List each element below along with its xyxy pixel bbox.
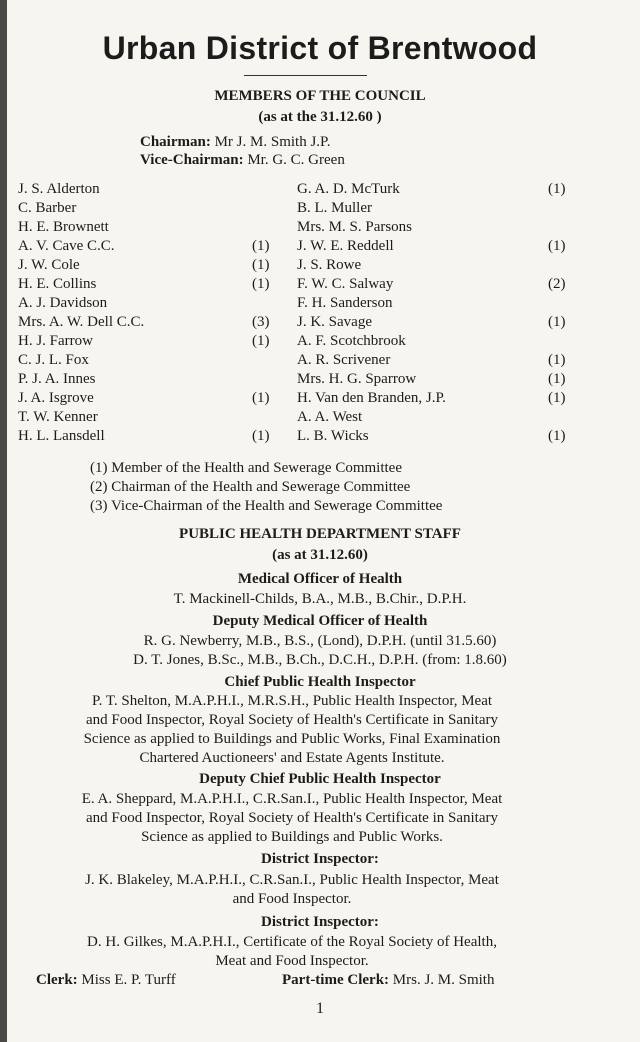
page-edge (0, 0, 7, 1042)
cphi-line: Science as applied to Buildings and Public Works, Final Examination (83, 731, 501, 747)
council-member-left: A. J. Davidson (18, 295, 108, 311)
deputy-moh-heading: Deputy Medical Officer of Health (212, 613, 428, 629)
council-member-right: F. H. Sanderson (297, 295, 393, 311)
council-member-left: P. J. A. Innes (18, 371, 96, 387)
council-member-right: H. Van den Branden, J.P. (297, 390, 446, 406)
vice-chairman-label: Vice-Chairman: (140, 152, 244, 168)
cphi-line: P. T. Shelton, M.A.P.H.I., M.R.S.H., Public Health Inspector, Meat (91, 693, 493, 709)
council-member-right: J. K. Savage (297, 314, 372, 330)
part-time-clerk-line (282, 972, 494, 989)
committee-note: (1) (548, 238, 566, 254)
council-member-right: J. W. E. Reddell (297, 238, 394, 254)
di2-line: D. H. Gilkes, M.A.P.H.I., Certificate of the Royal Society of Health, (87, 934, 497, 950)
committee-note: (1) (252, 238, 270, 254)
title-rule (244, 75, 367, 76)
deputy-moh-line-2: D. T. Jones, B.Sc., M.B., B.Ch., D.C.H., D.P.H. (from: 1.8.60) (133, 652, 507, 668)
committee-note: (1) (252, 390, 270, 406)
council-member-right: A. R. Scrivener (297, 352, 391, 368)
chairman-line (140, 134, 330, 151)
district-inspector-2-text (8, 933, 576, 971)
footnote-3: (3) Vice-Chairman of the Health and Sewerage Committee (90, 498, 443, 514)
committee-note: (1) (252, 428, 270, 444)
committee-note: (1) (548, 390, 566, 406)
committee-note: (1) (548, 371, 566, 387)
district-inspector-1-heading: District Inspector: (261, 851, 379, 867)
dcphi-line: Science as applied to Buildings and Public Works. (141, 829, 443, 845)
clerk-name: Miss E. P. Turff (81, 972, 176, 988)
council-member-left: Mrs. A. W. Dell C.C. (18, 314, 145, 330)
clerk-label: Clerk: (36, 972, 78, 988)
council-member-left: H. L. Lansdell (18, 428, 105, 444)
council-member-left: T. W. Kenner (18, 409, 98, 425)
committee-note: (1) (548, 352, 566, 368)
footnote-2: (2) Chairman of the Health and Sewerage Committee (90, 479, 411, 495)
council-member-right: A. F. Scotchbrook (297, 333, 406, 349)
staff-heading: PUBLIC HEALTH DEPARTMENT STAFF (179, 526, 461, 542)
dcphi-line: E. A. Sheppard, M.A.P.H.I., C.R.San.I., Public Health Inspector, Meat (81, 791, 503, 807)
council-member-left: J. S. Alderton (18, 181, 100, 197)
clerk-line (36, 972, 176, 989)
page-number: 1 (316, 1000, 324, 1017)
council-member-right: G. A. D. McTurk (297, 181, 400, 197)
staff-date: (as at 31.12.60) (272, 547, 368, 563)
district-inspector-1-text (8, 871, 576, 909)
committee-note: (1) (252, 257, 270, 273)
committee-note: (3) (252, 314, 270, 330)
committee-note: (1) (548, 181, 566, 197)
vice-chairman-name: Mr. G. C. Green (247, 152, 345, 168)
cphi-line: Chartered Auctioneers' and Estate Agents Institute. (139, 750, 445, 766)
committee-note: (1) (252, 333, 270, 349)
di1-line: and Food Inspector. (232, 891, 352, 907)
council-member-right: Mrs. M. S. Parsons (297, 219, 413, 235)
council-member-right: A. A. West (297, 409, 363, 425)
committee-note: (1) (252, 276, 270, 292)
council-member-right: B. L. Muller (297, 200, 372, 216)
committee-note: (1) (548, 428, 566, 444)
council-member-left: J. A. Isgrove (18, 390, 94, 406)
members-heading: MEMBERS OF THE COUNCIL (214, 88, 426, 104)
council-member-left: H. E. Collins (18, 276, 97, 292)
council-member-left: J. W. Cole (18, 257, 80, 273)
chairman-name: Mr J. M. Smith J.P. (214, 134, 331, 150)
cphi-text (8, 692, 576, 768)
council-member-left: A. V. Cave C.C. (18, 238, 115, 254)
members-date: (as at the 31.12.60 ) (258, 109, 382, 125)
council-member-right: J. S. Rowe (297, 257, 362, 273)
cphi-line: and Food Inspector, Royal Society of Health's Certificate in Sanitary (85, 712, 498, 728)
council-member-left: C. Barber (18, 200, 77, 216)
part-time-clerk-label: Part-time Clerk: (282, 972, 390, 988)
council-member-right: F. W. C. Salway (297, 276, 394, 292)
council-member-left: C. J. L. Fox (18, 352, 89, 368)
council-member-right: L. B. Wicks (297, 428, 369, 444)
di1-line: J. K. Blakeley, M.A.P.H.I., C.R.San.I., Public Health Inspector, Meat (85, 872, 499, 888)
cphi-heading: Chief Public Health Inspector (224, 674, 416, 690)
committee-note: (2) (548, 276, 566, 292)
vice-chairman-line (140, 152, 345, 169)
part-time-clerk-name: Mrs. J. M. Smith (392, 972, 495, 988)
council-member-left: H. E. Brownett (18, 219, 109, 235)
moh-name: T. Mackinell-Childs, B.A., M.B., B.Chir., D.P.H. (173, 591, 467, 607)
dcphi-text (8, 790, 576, 847)
page-title: Urban District of Brentwood (102, 30, 538, 66)
di2-line: Meat and Food Inspector. (215, 953, 369, 969)
moh-heading: Medical Officer of Health (237, 571, 403, 587)
chairman-label: Chairman: (140, 134, 211, 150)
council-member-left: H. J. Farrow (18, 333, 93, 349)
dcphi-line: and Food Inspector, Royal Society of Health's Certificate in Sanitary (85, 810, 498, 826)
district-inspector-2-heading: District Inspector: (261, 914, 379, 930)
dcphi-heading: Deputy Chief Public Health Inspector (199, 771, 441, 787)
deputy-moh-line-1: R. G. Newberry, M.B., B.S., (Lond), D.P.H. (until 31.5.60) (143, 633, 497, 649)
council-member-right: Mrs. H. G. Sparrow (297, 371, 417, 387)
footnote-1: (1) Member of the Health and Sewerage Committee (90, 460, 402, 476)
committee-note: (1) (548, 314, 566, 330)
